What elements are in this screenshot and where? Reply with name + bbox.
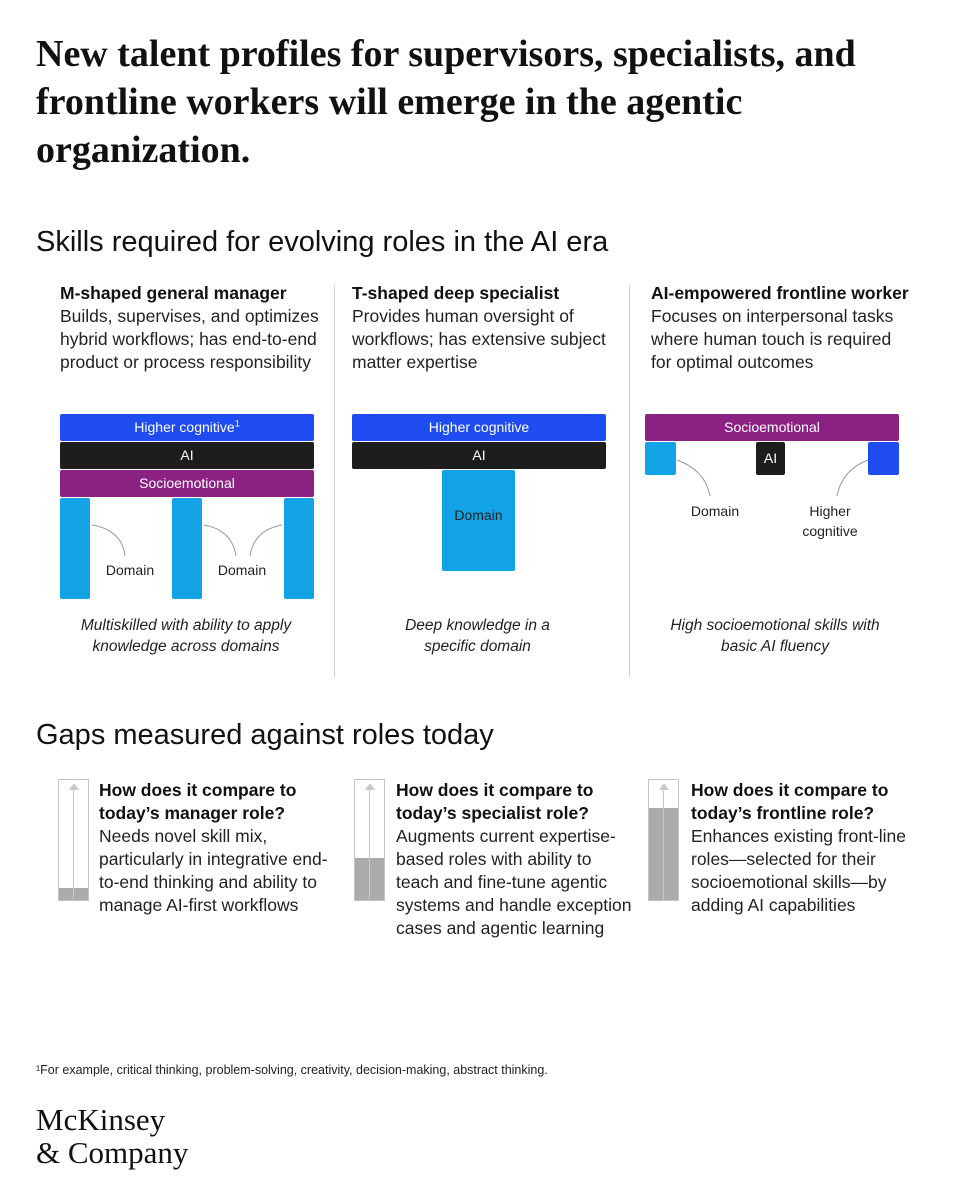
higher-cognitive-label-line: Higher — [809, 503, 851, 519]
manager-profile-heading: M-shaped general manager — [60, 283, 287, 303]
manager-gap-gauge — [58, 779, 89, 901]
gauge-axis — [73, 788, 74, 900]
specialist-profile-description: Provides human oversight of workflows; has extensive subject matter expertise — [352, 306, 606, 372]
higher-cognitive-block — [868, 442, 899, 475]
frontline-caption: High socioemotional skills with basic AI fluency — [670, 617, 880, 655]
domain-label: Domain — [690, 503, 740, 519]
manager-gap-text — [99, 779, 339, 917]
socioemotional-bar — [645, 414, 899, 441]
specialist-gap-gauge — [354, 779, 385, 901]
gauge-axis — [369, 788, 370, 900]
footnote: ¹For example, critical thinking, problem-solving, creativity, decision-making, abstract thinking. — [36, 1063, 548, 1077]
manager-gap-question: How does it compare to today’s manager role? — [99, 780, 297, 823]
ai-bar — [352, 442, 606, 469]
frontline-gap-text — [691, 779, 931, 917]
socioemotional-label: Socioemotional — [139, 475, 235, 491]
manager-profile-description: Builds, supervises, and optimizes hybrid workflows; has end-to-end product or process responsibility — [60, 306, 319, 372]
arrow-up-icon — [659, 783, 669, 790]
gauge-axis — [663, 788, 664, 900]
gaps-section-title: Gaps measured against roles today — [36, 719, 494, 751]
arrow-up-icon — [365, 783, 375, 790]
domain-block — [645, 442, 676, 475]
ai-block — [756, 442, 785, 475]
specialist-caption: Deep knowledge in a specific domain — [405, 617, 550, 655]
ai-label: AI — [180, 447, 194, 463]
higher-cognitive-label-line: cognitive — [802, 523, 858, 539]
logo-line: & Company — [36, 1135, 189, 1170]
frontline-gap-gauge — [648, 779, 679, 901]
higher-cognitive-bar — [352, 414, 606, 441]
ai-label: AI — [763, 450, 778, 466]
domain-label: Domain — [454, 507, 503, 523]
skills-section-title: Skills required for evolving roles in the AI era — [36, 226, 609, 258]
socioemotional-label: Socioemotional — [724, 419, 820, 435]
frontline-profile-description: Focuses on interpersonal tasks where human touch is required for optimal outcomes — [651, 306, 894, 372]
ai-label: AI — [472, 447, 486, 463]
logo-line: McKinsey — [36, 1102, 166, 1137]
arrow-up-icon — [69, 783, 79, 790]
frontline-profile-heading: AI-empowered frontline worker — [651, 283, 909, 303]
manager-caption: Multiskilled with ability to apply knowledge across domains — [80, 617, 292, 655]
domain-label: Domain — [217, 562, 267, 578]
higher-cognitive-label: Higher cognitive — [428, 419, 530, 435]
domain-label: Domain — [105, 562, 155, 578]
higher-cognitive-label — [790, 501, 870, 541]
frontline-gap-question: How does it compare to today’s frontline role? — [691, 780, 889, 823]
page-title: New talent profiles for supervisors, specialists, and frontline workers will emerge in the agentic organization. — [36, 33, 856, 171]
specialist-gap-answer: Augments current expertise-based roles with ability to teach and fine-tune agentic systems and handle exception cases and agentic learning — [396, 826, 632, 938]
higher-cognitive-label: Higher cognitive — [134, 419, 235, 435]
manager-gap-answer: Needs novel skill mix, particularly in integrative end-to-end thinking and ability to manage AI-first workflows — [99, 826, 328, 915]
specialist-profile-heading: T-shaped deep specialist — [352, 283, 560, 303]
mckinsey-logo — [36, 1103, 188, 1169]
specialist-gap-question: How does it compare to today’s specialist role? — [396, 780, 594, 823]
footnote-marker: 1 — [234, 418, 240, 429]
frontline-gap-answer: Enhances existing front-line roles—selected for their socioemotional skills—by adding AI capabilities — [691, 826, 906, 915]
specialist-gap-text — [396, 779, 636, 940]
